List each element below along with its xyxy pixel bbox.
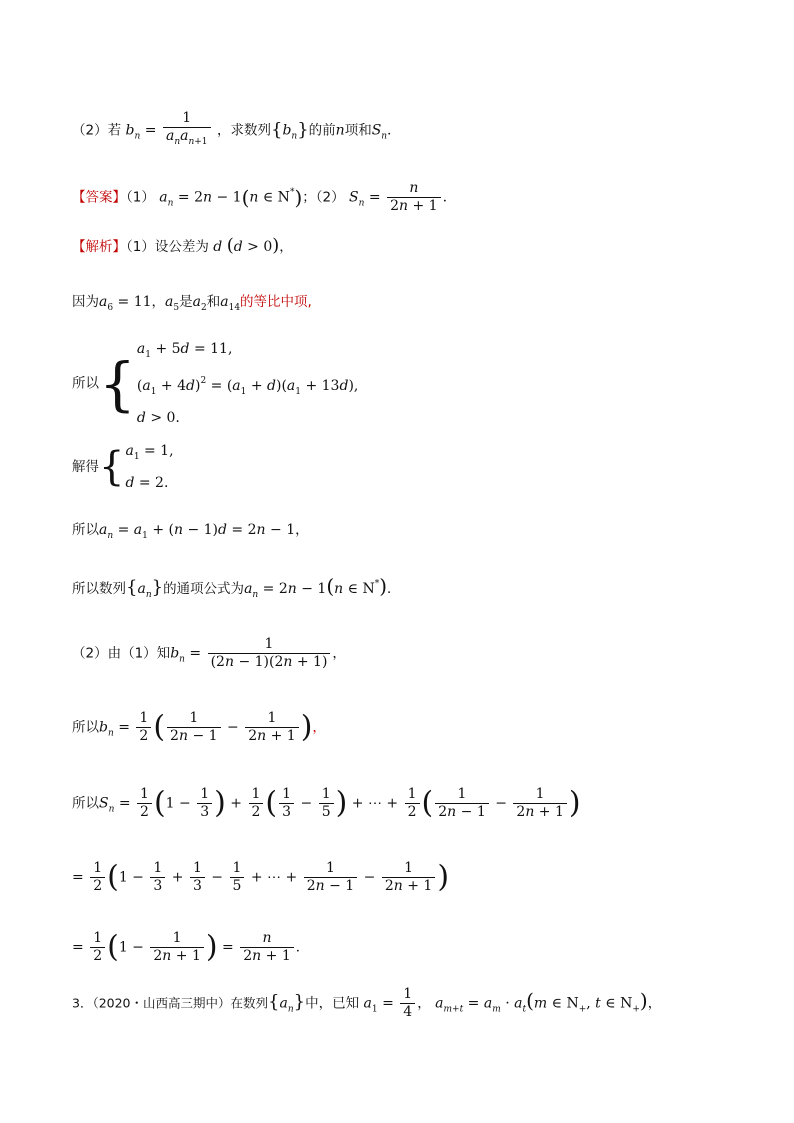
general-term-line: 所以$a_n = a_1 + (n - 1)d = 2n - 1$，	[72, 522, 309, 541]
result-line: = $\frac{1}{2}$ (1 − $\frac{1}{2n + 1}$ ) = $\frac{n}{2n + 1}$ ．	[72, 929, 310, 965]
because-line: 因为$a_6 = 11$，$a_5$是$a_2$和$a_{14}$的等比中项,	[72, 294, 312, 313]
conclusion-line: 所以数列$\{a_n\}$的通项公式为$a_n = 2n - 1(n$ ∈ N*)．	[72, 574, 401, 600]
fraction: $\frac{1}{a_na_{n+1}}$	[163, 110, 211, 151]
part2-solution-line: （2）由（1）知$b_n$ = $\frac{1}{(2n - 1)(2n + 1)}$ ，	[72, 636, 346, 670]
equation-system-1: 所以{ $a_1 + 5d = 11$, $(a_1 + 4d)^2 = (a_1 + d)(a_1 + 13d)$, d > 0.	[72, 341, 359, 426]
sum-line: 所以$S_n$ = $\frac{1}{2}$ (1 − $\frac{1}{3}$ ) + $\frac{1}{2}$ ( $\frac{1}{3}$ − $\frac{1}{5}$ ) + ⋯ + $\frac{1}{2}$ ( $\frac{1}{2n - 1}$ − $\frac{1}{2n + 1}$ )	[72, 785, 581, 821]
question-3: 3．（2020・山西高三期中）在数列$\{a_n\}$中，已知 $a_1$ = $\frac{1}{4}$ ， $a_{m+t} = a_m \cdot a_t(m$ ∈ $N_+$, t ∈ $N_+$)，	[72, 986, 662, 1020]
analysis-tag: 【解析】	[72, 239, 126, 255]
analysis-line: 【解析】（1）设公差为 d (d > 0)，	[72, 235, 293, 256]
question-part2: （2）若 $b_n$ = $\frac{1}{a_na_{n+1}}$ ，求数列$\{b_n\}$的前n项和$S_n$．	[72, 110, 401, 151]
partial-fraction-line: 所以$b_n$ = $\frac{1}{2}$ ( $\frac{1}{2n - 1}$ − $\frac{1}{2n + 1}$ )，	[72, 709, 326, 745]
telescoping-line: = $\frac{1}{2}$ (1 − $\frac{1}{3}$ + $\frac{1}{3}$ − $\frac{1}{5}$ + ⋯ + $\frac{1}{2n - 1}$ − $\frac{1}{2n + 1}$ )	[72, 859, 450, 895]
answer-line: 【答案】（1） $a_n = 2n - 1(n$ ∈ N*)；（2） $S_n$ = $\frac{n}{2n + 1}$ .	[72, 180, 448, 214]
equation-system-2: 解得{ $a_1 = 1$, d = 2.	[72, 443, 174, 491]
answer-tag: 【答案】	[72, 189, 126, 206]
